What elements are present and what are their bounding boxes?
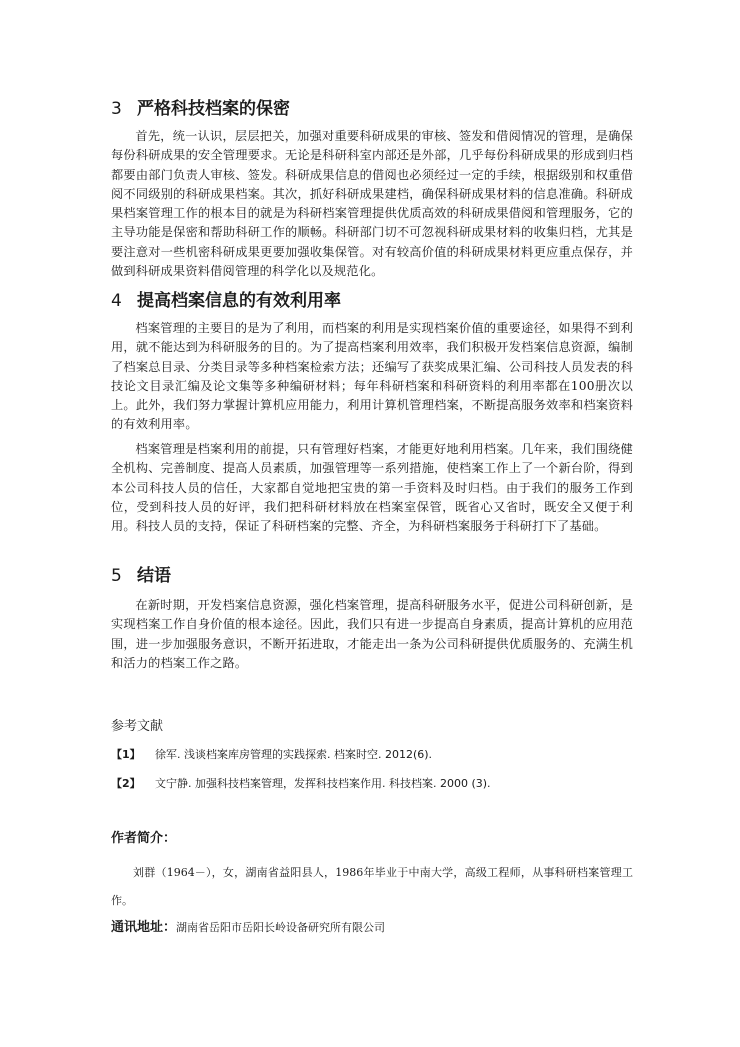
address-label: 通讯地址： <box>111 920 177 935</box>
body-paragraph: 档案管理是档案利用的前提，只有管理好档案，才能更好地利用档案。几年来，我们围绕健全机构、完善制度、提高人员素质，加强管理等一系列措施，使档案工作上了一个新台阶，得到本公司科技人员的信任，大家都自觉地把宝贵的第一手资料及时归档。由于我们的服务工作到位，受到科技人员的好评，我们把科研材料放在档案室保管，既省心又省时，既安全又便于利用。科技人员的支持，保证了科研档案的完整、齐全，为科研档案服务于科研打下了基础。 <box>111 442 633 534</box>
author-intro-title: 作者简介： <box>111 831 177 846</box>
reference-item <box>111 776 491 792</box>
reference-number: 【2】 <box>111 777 141 790</box>
reference-text: 徐军. 浅谈档案库房管理的实践探索. 档案时空. 2012(6). <box>155 748 433 761</box>
section-heading <box>111 290 341 312</box>
section-number: 3 <box>111 99 122 119</box>
reference-text: 文宁静. 加强科技档案管理，发挥科技档案作用. 科技档案. 2000 (3). <box>155 777 491 790</box>
section-number: 5 <box>111 566 122 586</box>
address-value: 湖南省岳阳市岳阳长岭设备研究所有限公司 <box>176 921 386 934</box>
body-paragraph: 在新时期，开发档案信息资源，强化档案管理，提高科研服务水平，促进公司科研创新，是实现档案工作自身价值的根本途径。因此，我们只有进一步提高自身素质，提高计算机的应用范围，进一步加强服务意识，不断开拓进取，才能走出一条为公司科研提供优质服务的、充满生机和活力的档案工作之路。 <box>111 598 633 670</box>
section-title: 提高档案信息的有效利用率 <box>137 291 341 311</box>
references-title: 参考文献 <box>111 719 164 734</box>
section-title: 严格科技档案的保密 <box>137 99 290 119</box>
mailing-address <box>111 918 385 937</box>
reference-item <box>111 747 432 763</box>
body-paragraph: 首先，统一认识，层层把关，加强对重要科研成果的审核、签发和借阅情况的管理，是确保每份科研成果的安全管理要求。无论是科研科室内部还是外部，几乎每份科研成果的形成到归档都要由部门负责人审核、签发。科研成果信息的借阅也必须经过一定的手续，根据级别和权重借阅不同级别的科研成果档案。其次，抓好科研成果建档，确保科研成果材料的信息准确。科研成果档案管理工作的根本目的就是为科研档案管理提供优质高效的科研成果借阅和管理服务，它的主导功能是保密和帮助科研工作的顺畅。科研部门切不可忽视科研成果材料的收集归档，尤其是要注意对一些机密科研成果更要加强收集保管。对有较高价值的科研成果材料更应重点保存，并做到科研成果资料借阅管理的科学化以及规范化。 <box>111 129 633 279</box>
section-title: 结语 <box>137 566 171 586</box>
body-paragraph: 档案管理的主要目的是为了利用，而档案的利用是实现档案价值的重要途径，如果得不到利用，就不能达到为科研服务的目的。为了提高档案利用效率，我们积极开发档案信息资源，编制了档案总目录、分类目录等多种档案检索方法；还编写了获奖成果汇编、公司科技人员发表的科技论文目录汇编及论文集等多种编研材料；每年科研档案和科研资料的利用率都在100册次以上。此外，我们努力掌握计算机应用能力，利用计算机管理档案，不断提高服务效率和档案资料的有效利用率。 <box>111 321 633 432</box>
section-number: 4 <box>111 291 122 311</box>
section-heading <box>111 565 171 587</box>
author-bio: 刘群（1964－），女，湖南省益阳县人，1986年毕业于中南大学，高级工程师，从事科研档案管理工作。 <box>111 866 633 907</box>
reference-number: 【1】 <box>111 748 141 761</box>
section-heading <box>111 98 290 120</box>
